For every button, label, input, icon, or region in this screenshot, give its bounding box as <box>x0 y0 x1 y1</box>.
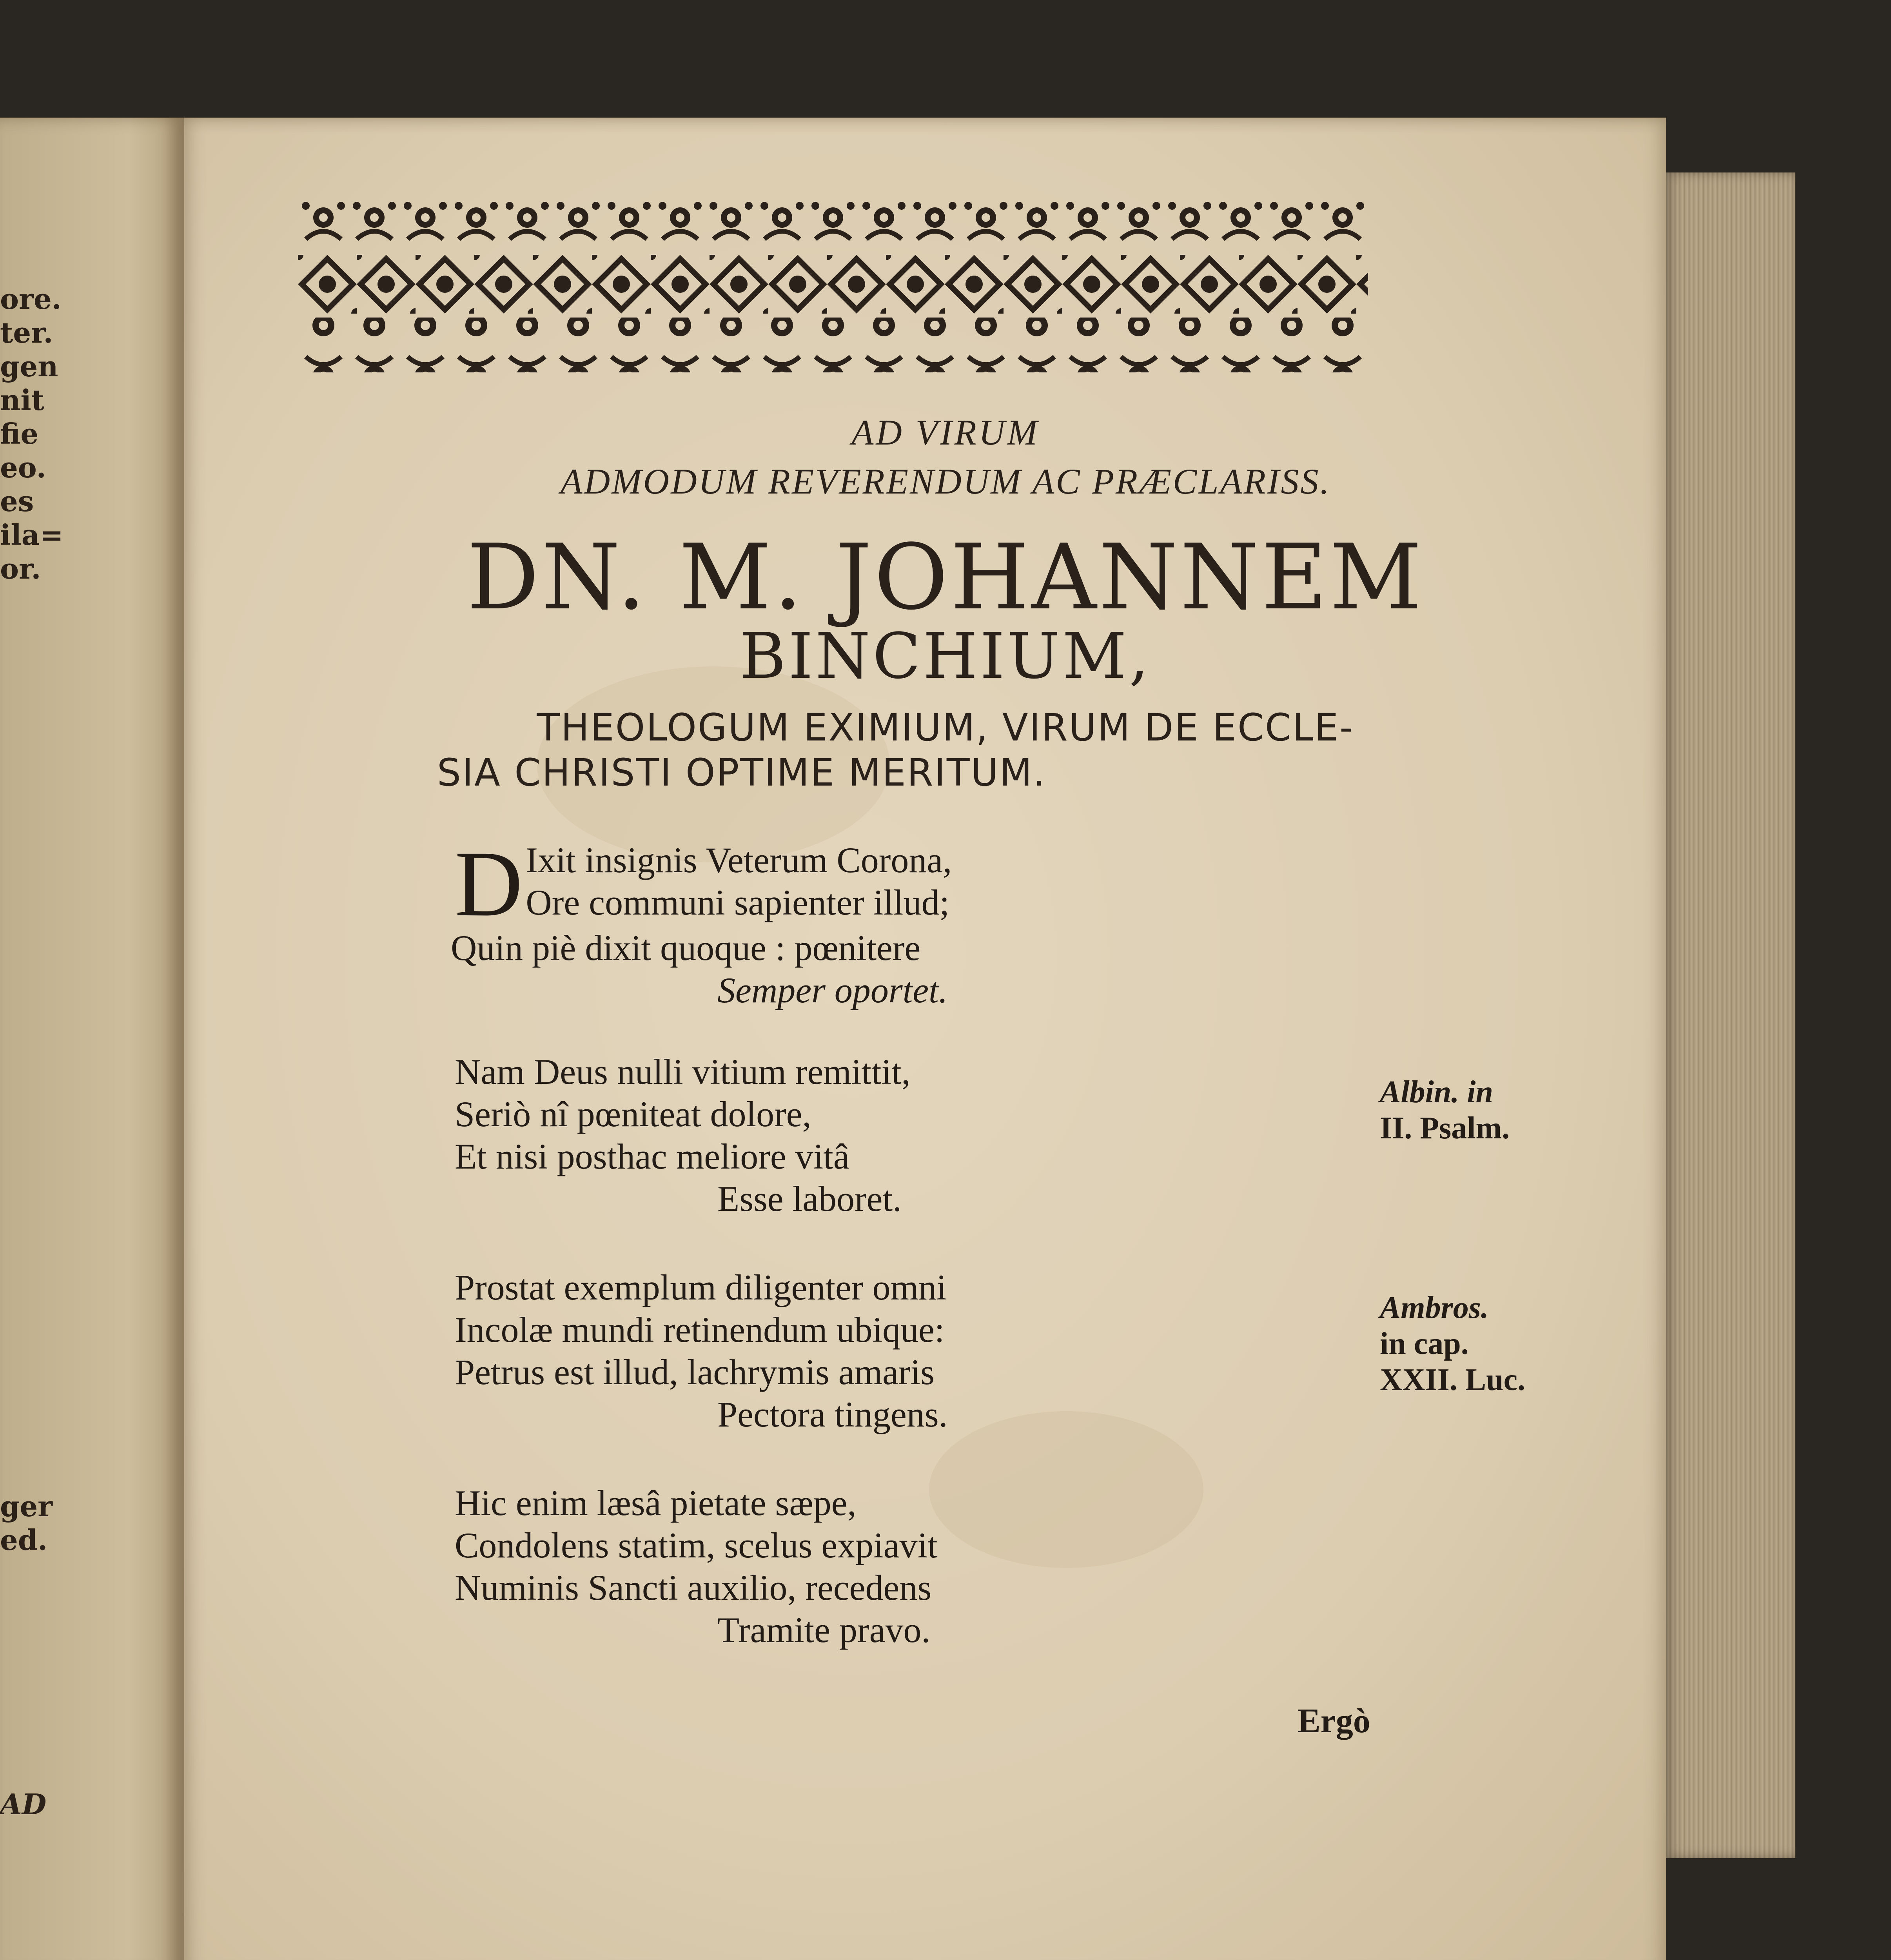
stanza-1 <box>451 831 1082 1011</box>
verse-line: Et nisi posthac meliore vitâ <box>455 1136 849 1176</box>
verse-line: Condolens statim, scelus expiavit <box>455 1525 938 1565</box>
verse-line: Numinis Sancti auxilio, recedens <box>455 1568 932 1608</box>
right-page <box>184 118 1666 1960</box>
left-page <box>0 118 184 1960</box>
verse-line-adonic: Esse laboret. <box>717 1179 902 1219</box>
verse-line-adonic: Pectora tingens. <box>717 1394 948 1434</box>
verse-line: Ore communi sapienter illud; <box>526 882 950 922</box>
drop-cap: D <box>455 831 523 936</box>
verse-line: Prostat exemplum diligenter omni <box>455 1267 947 1307</box>
heading-admodum: ADMODUM REVERENDUM AC PRÆCLARISS. <box>560 461 1331 501</box>
ornamental-header-band <box>298 196 1368 372</box>
verse-line: Petrus est illud, lachrymis amaris <box>455 1352 935 1392</box>
left-edge-text-top: ore. ter. gen nit fie eo. es ila= or. <box>0 282 64 585</box>
verse-line: Hic enim læsâ pietate sæpe, <box>455 1483 857 1523</box>
stanza-2 <box>455 1051 1082 1220</box>
heading-name-line2: BINCHIUM, <box>740 619 1151 693</box>
catchword: Ergò <box>1298 1702 1370 1740</box>
heading-name-line1: DN. M. JOHANNEM <box>466 525 1425 630</box>
verse-line: Ixit insignis Veterum Corona, <box>526 840 952 880</box>
verse-line: Nam Deus nulli vitium remittit, <box>455 1052 911 1092</box>
left-edge-text-bottom: AD <box>0 1788 47 1821</box>
stanza-4 <box>455 1482 1082 1651</box>
verse-line: Incolæ mundi retinendum ubique: <box>455 1310 945 1350</box>
heading-ad-virum: AD VIRUM <box>851 412 1040 452</box>
margin-note-albin: Albin. in II. Psalm. <box>1380 1075 1510 1145</box>
left-edge-text-mid: ger ed. <box>0 1490 53 1557</box>
heading-description-line1: THEOLOGUM EXIMIUM, VIRUM DE ECCLE- <box>537 706 1354 750</box>
verse-line: Quin piè dixit quoque : pœnitere <box>451 928 921 968</box>
verse-line-adonic: Tramite pravo. <box>717 1610 931 1650</box>
verse-line-adonic: Semper oportet. <box>717 970 948 1010</box>
verse-line: Seriò nî pœniteat dolore, <box>455 1094 811 1134</box>
heading-description-line2: SIA CHRISTI OPTIME MERITUM. <box>437 751 1047 795</box>
margin-note-ambros: Ambros. in cap. XXII. Luc. <box>1380 1290 1526 1397</box>
stanza-3 <box>455 1266 1082 1436</box>
